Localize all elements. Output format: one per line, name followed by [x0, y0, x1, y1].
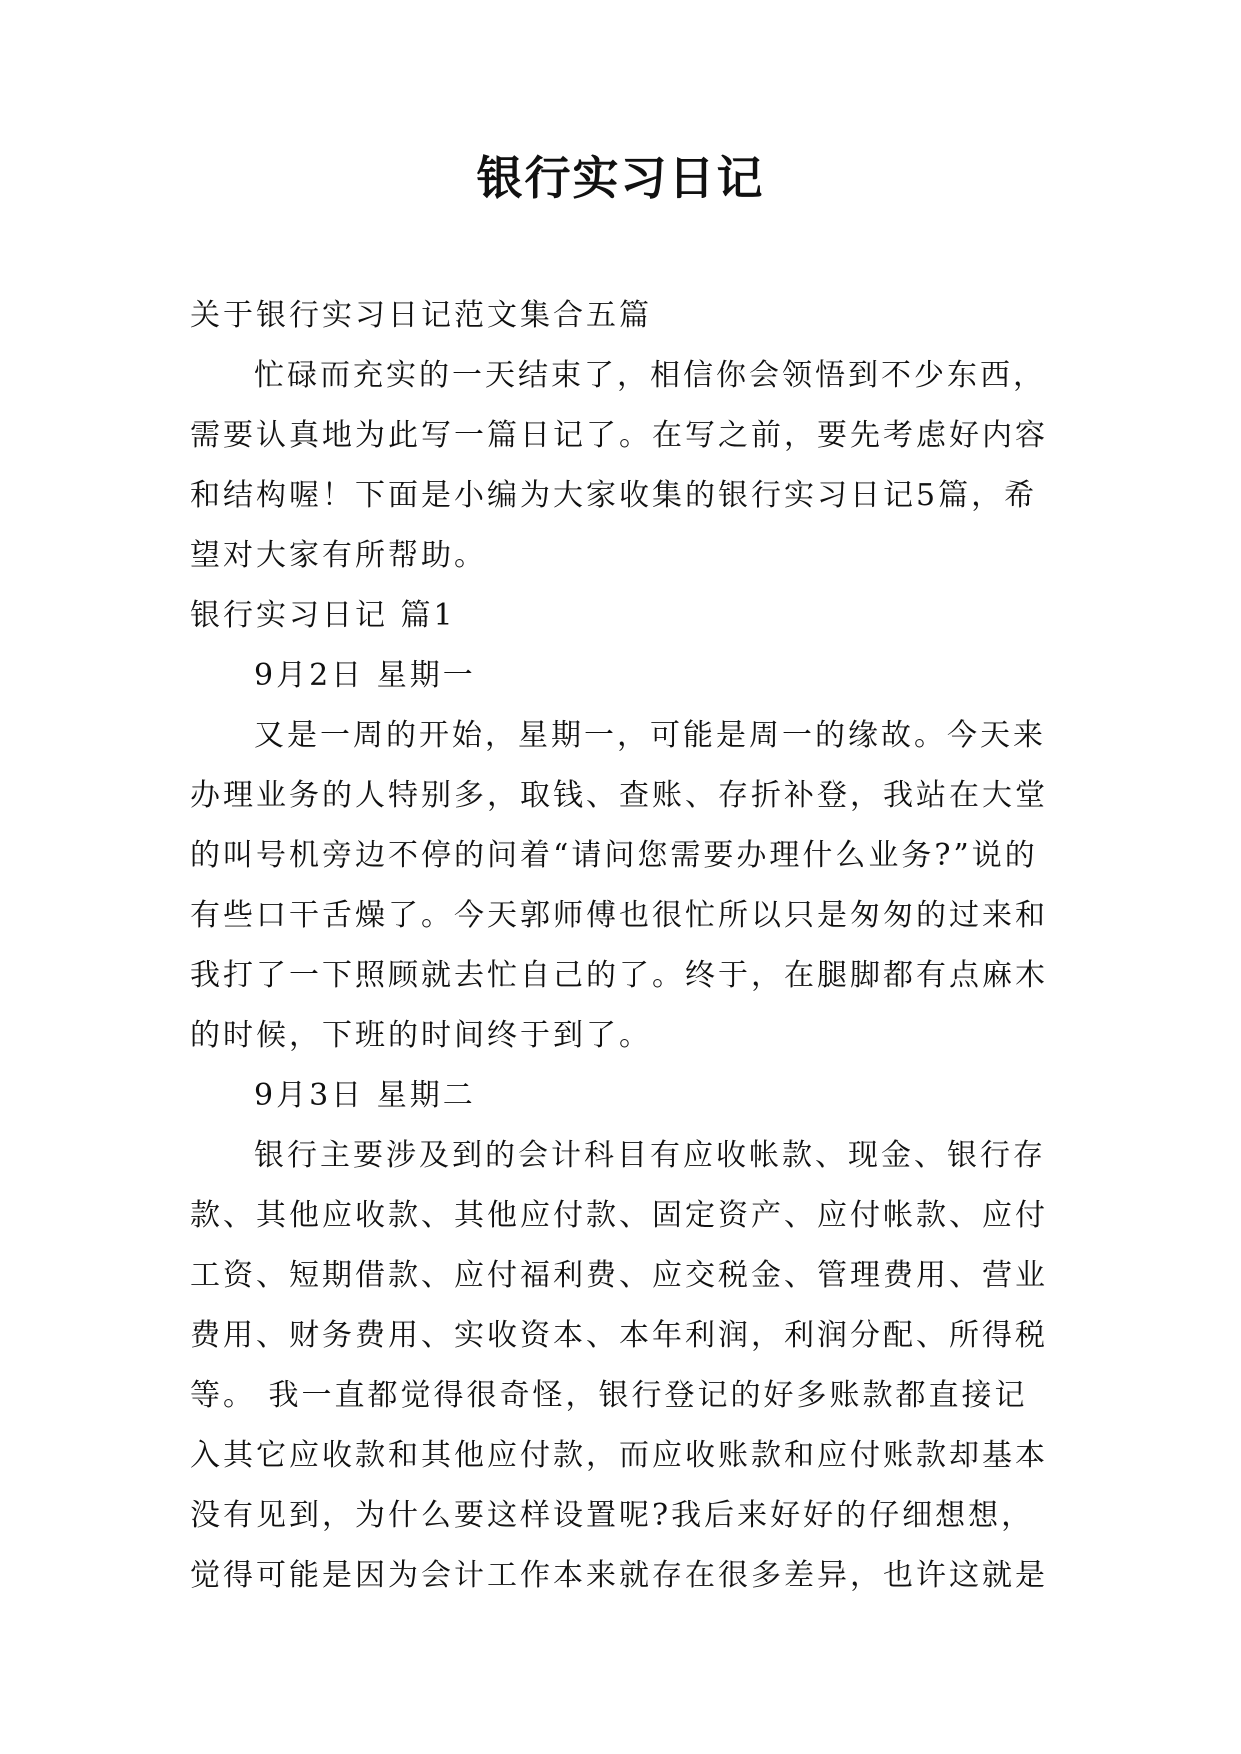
- document-title: 银行实习日记: [476, 151, 765, 205]
- entry-paragraph: 银行主要涉及到的会计科目有应收帐款、现金、银行存款、其他应收款、其他应付款、固定资产、应付帐款、应付工资、短期借款、应付福利费、应交税金、管理费用、营业费用、财务费用、实收资本、本年利润，利润分配、所得税等。 我一直都觉得很奇怪，银行登记的好多账款都直接记入其它应收款和其他应付款，而应收账款和应付账款却基本没有见到，为什么要这样设置呢?我后来好好的仔细想想，觉得可能是因为会计工作本来就存在很多差异，也许这就是: [190, 1138, 1048, 1593]
- document-body: [190, 286, 1052, 1606]
- entry-paragraph: 又是一周的开始，星期一，可能是周一的缘故。今天来办理业务的人特别多，取钱、查账、存折补登，我站在大堂的叫号机旁边不停的问着“请问您需要办理什么业务?”说的有些口干舌燥了。今天郭师傅也很忙所以只是匆匆的过来和我打了一下照顾就去忙自己的了。终于，在腿脚都有点麻木的时候，下班的时间终于到了。: [190, 718, 1048, 1053]
- intro-paragraph: 忙碌而充实的一天结束了，相信你会领悟到不少东西，需要认真地为此写一篇日记了。在写之前，要先考虑好内容和结构喔！下面是小编为大家收集的银行实习日记5篇，希望对大家有所帮助。: [190, 358, 1048, 573]
- section-heading: 银行实习日记 篇1: [190, 598, 456, 633]
- document-subtitle: 关于银行实习日记范文集合五篇: [190, 298, 652, 333]
- entry-date: 9月3日 星期二: [254, 1078, 476, 1113]
- entry-date: 9月2日 星期一: [254, 658, 476, 693]
